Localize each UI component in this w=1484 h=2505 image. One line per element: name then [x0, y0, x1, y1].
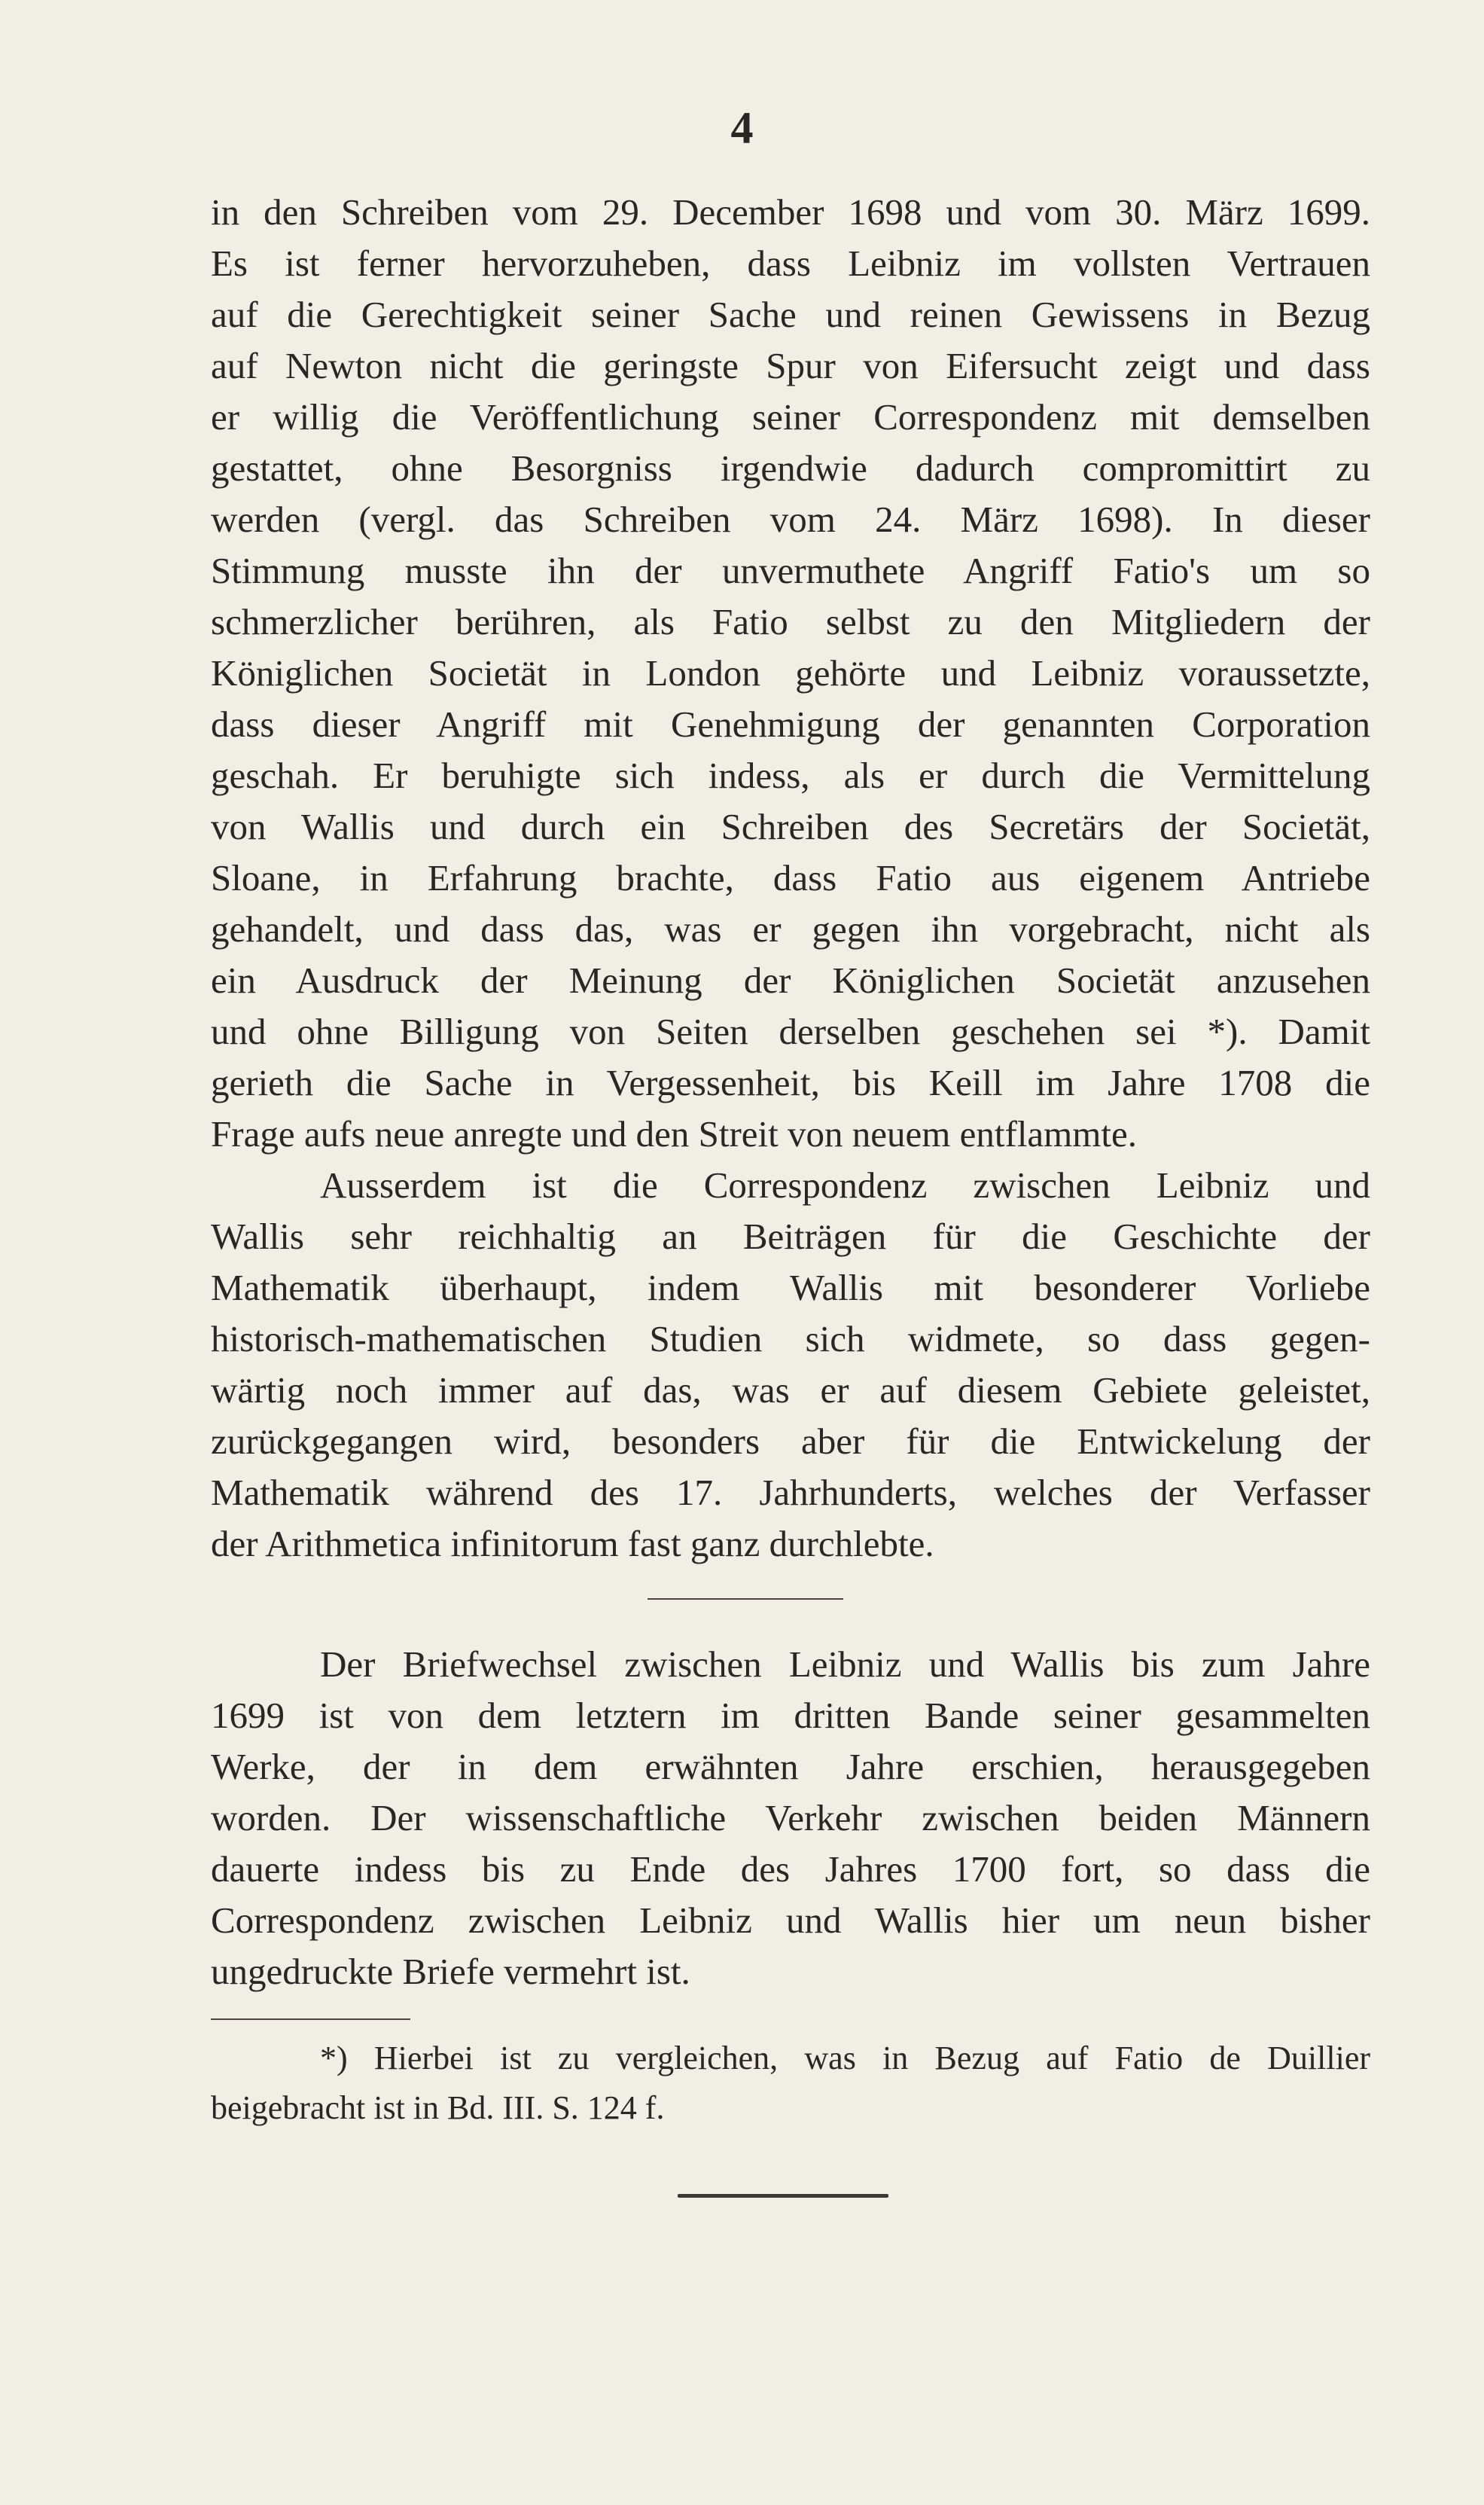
text-line: dauerte indess bis zu Ende des Jahres 1700 fort, so dass die [211, 1848, 1370, 1890]
section-divider [648, 1598, 843, 1600]
end-rule [678, 2194, 888, 2198]
text-line: er willig die Veröffentlichung seiner Correspondenz mit demselben [211, 396, 1370, 438]
text-line: gehandelt, und dass das, was er gegen ihn vorgebracht, nicht als [211, 908, 1370, 950]
page-number: 4 [730, 103, 754, 153]
text-line: Königlichen Societät in London gehörte und Leibniz voraussetzte, [211, 652, 1370, 694]
text-line: Correspondenz zwischen Leibniz und Wallis hier um neun bisher [211, 1899, 1370, 1941]
paragraph-3 [211, 1639, 1370, 1997]
text-line: Stimmung musste ihn der unvermuthete Angriff Fatio's um so [211, 550, 1370, 591]
text-line: gestattet, ohne Besorgniss irgendwie dadurch compromittirt zu [211, 447, 1370, 489]
text-line: und ohne Billigung von Seiten derselben geschehen sei *). Damit [211, 1011, 1370, 1052]
text-line: Mathematik überhaupt, indem Wallis mit besonderer Vorliebe [211, 1267, 1370, 1308]
text-line: der Arithmetica infinitorum fast ganz durchlebte. [211, 1523, 934, 1564]
text-line: werden (vergl. das Schreiben vom 24. März 1698). In dieser [211, 499, 1370, 540]
text-line: schmerzlicher berühren, als Fatio selbst zu den Mitgliedern der [211, 601, 1370, 642]
paragraph-1 [211, 187, 1370, 1160]
text-line: in den Schreiben vom 29. December 1698 und vom 30. März 1699. [211, 191, 1370, 233]
text-line: Frage aufs neue anregte und den Streit von neuem entflammte. [211, 1113, 1138, 1155]
text-line: beigebracht ist in Bd. III. S. 124 f. [211, 2089, 665, 2126]
editorial-note [211, 1639, 1370, 1997]
text-line: wärtig noch immer auf das, was er auf diesem Gebiete geleistet, [211, 1369, 1370, 1411]
footnote-text [211, 2034, 1370, 2133]
paragraph-2 [211, 1160, 1370, 1570]
main-paragraph [211, 187, 1370, 1570]
text-line: 1699 ist von dem letztern im dritten Bande seiner gesammelten [211, 1695, 1370, 1736]
text-line: ungedruckte Briefe vermehrt ist. [211, 1951, 690, 1992]
text-line: Mathematik während des 17. Jahrhunderts, welches der Verfasser [211, 1472, 1370, 1513]
text-line: Wallis sehr reichhaltig an Beiträgen für die Geschichte der [211, 1216, 1370, 1257]
text-line: Ausserdem ist die Correspondenz zwischen Leibniz und [320, 1164, 1370, 1206]
text-line: von Wallis und durch ein Schreiben des Secretärs der Societät, [211, 806, 1370, 847]
text-line: auf Newton nicht die geringste Spur von Eifersucht zeigt und dass [211, 345, 1370, 386]
text-line: historisch-mathematischen Studien sich widmete, so dass gegen- [211, 1318, 1370, 1359]
text-line: Es ist ferner hervorzuheben, dass Leibniz im vollsten Vertrauen [211, 243, 1370, 284]
text-line: ein Ausdruck der Meinung der Königlichen Societät anzusehen [211, 960, 1370, 1001]
text-line: Der Briefwechsel zwischen Leibniz und Wallis bis zum Jahre [320, 1643, 1370, 1685]
text-line: auf die Gerechtigkeit seiner Sache und reinen Gewissens in Bezug [211, 294, 1370, 335]
text-line: *) Hierbei ist zu vergleichen, was in Bezug auf Fatio de Duillier [320, 2040, 1370, 2076]
text-line: zurückgegangen wird, besonders aber für die Entwickelung der [211, 1420, 1370, 1462]
text-line: Sloane, in Erfahrung brachte, dass Fatio aus eigenem Antriebe [211, 857, 1370, 899]
text-line: worden. Der wissenschaftliche Verkehr zwischen beiden Männern [211, 1797, 1370, 1838]
text-line: Werke, der in dem erwähnten Jahre erschien, herausgegeben [211, 1746, 1370, 1787]
footnote-divider [211, 2018, 410, 2020]
text-line: gerieth die Sache in Vergessenheit, bis Keill im Jahre 1708 die [211, 1062, 1370, 1103]
footnote [211, 2034, 1370, 2133]
text-line: dass dieser Angriff mit Genehmigung der genannten Corporation [211, 703, 1370, 745]
text-line: geschah. Er beruhigte sich indess, als er durch die Vermittelung [211, 755, 1370, 796]
